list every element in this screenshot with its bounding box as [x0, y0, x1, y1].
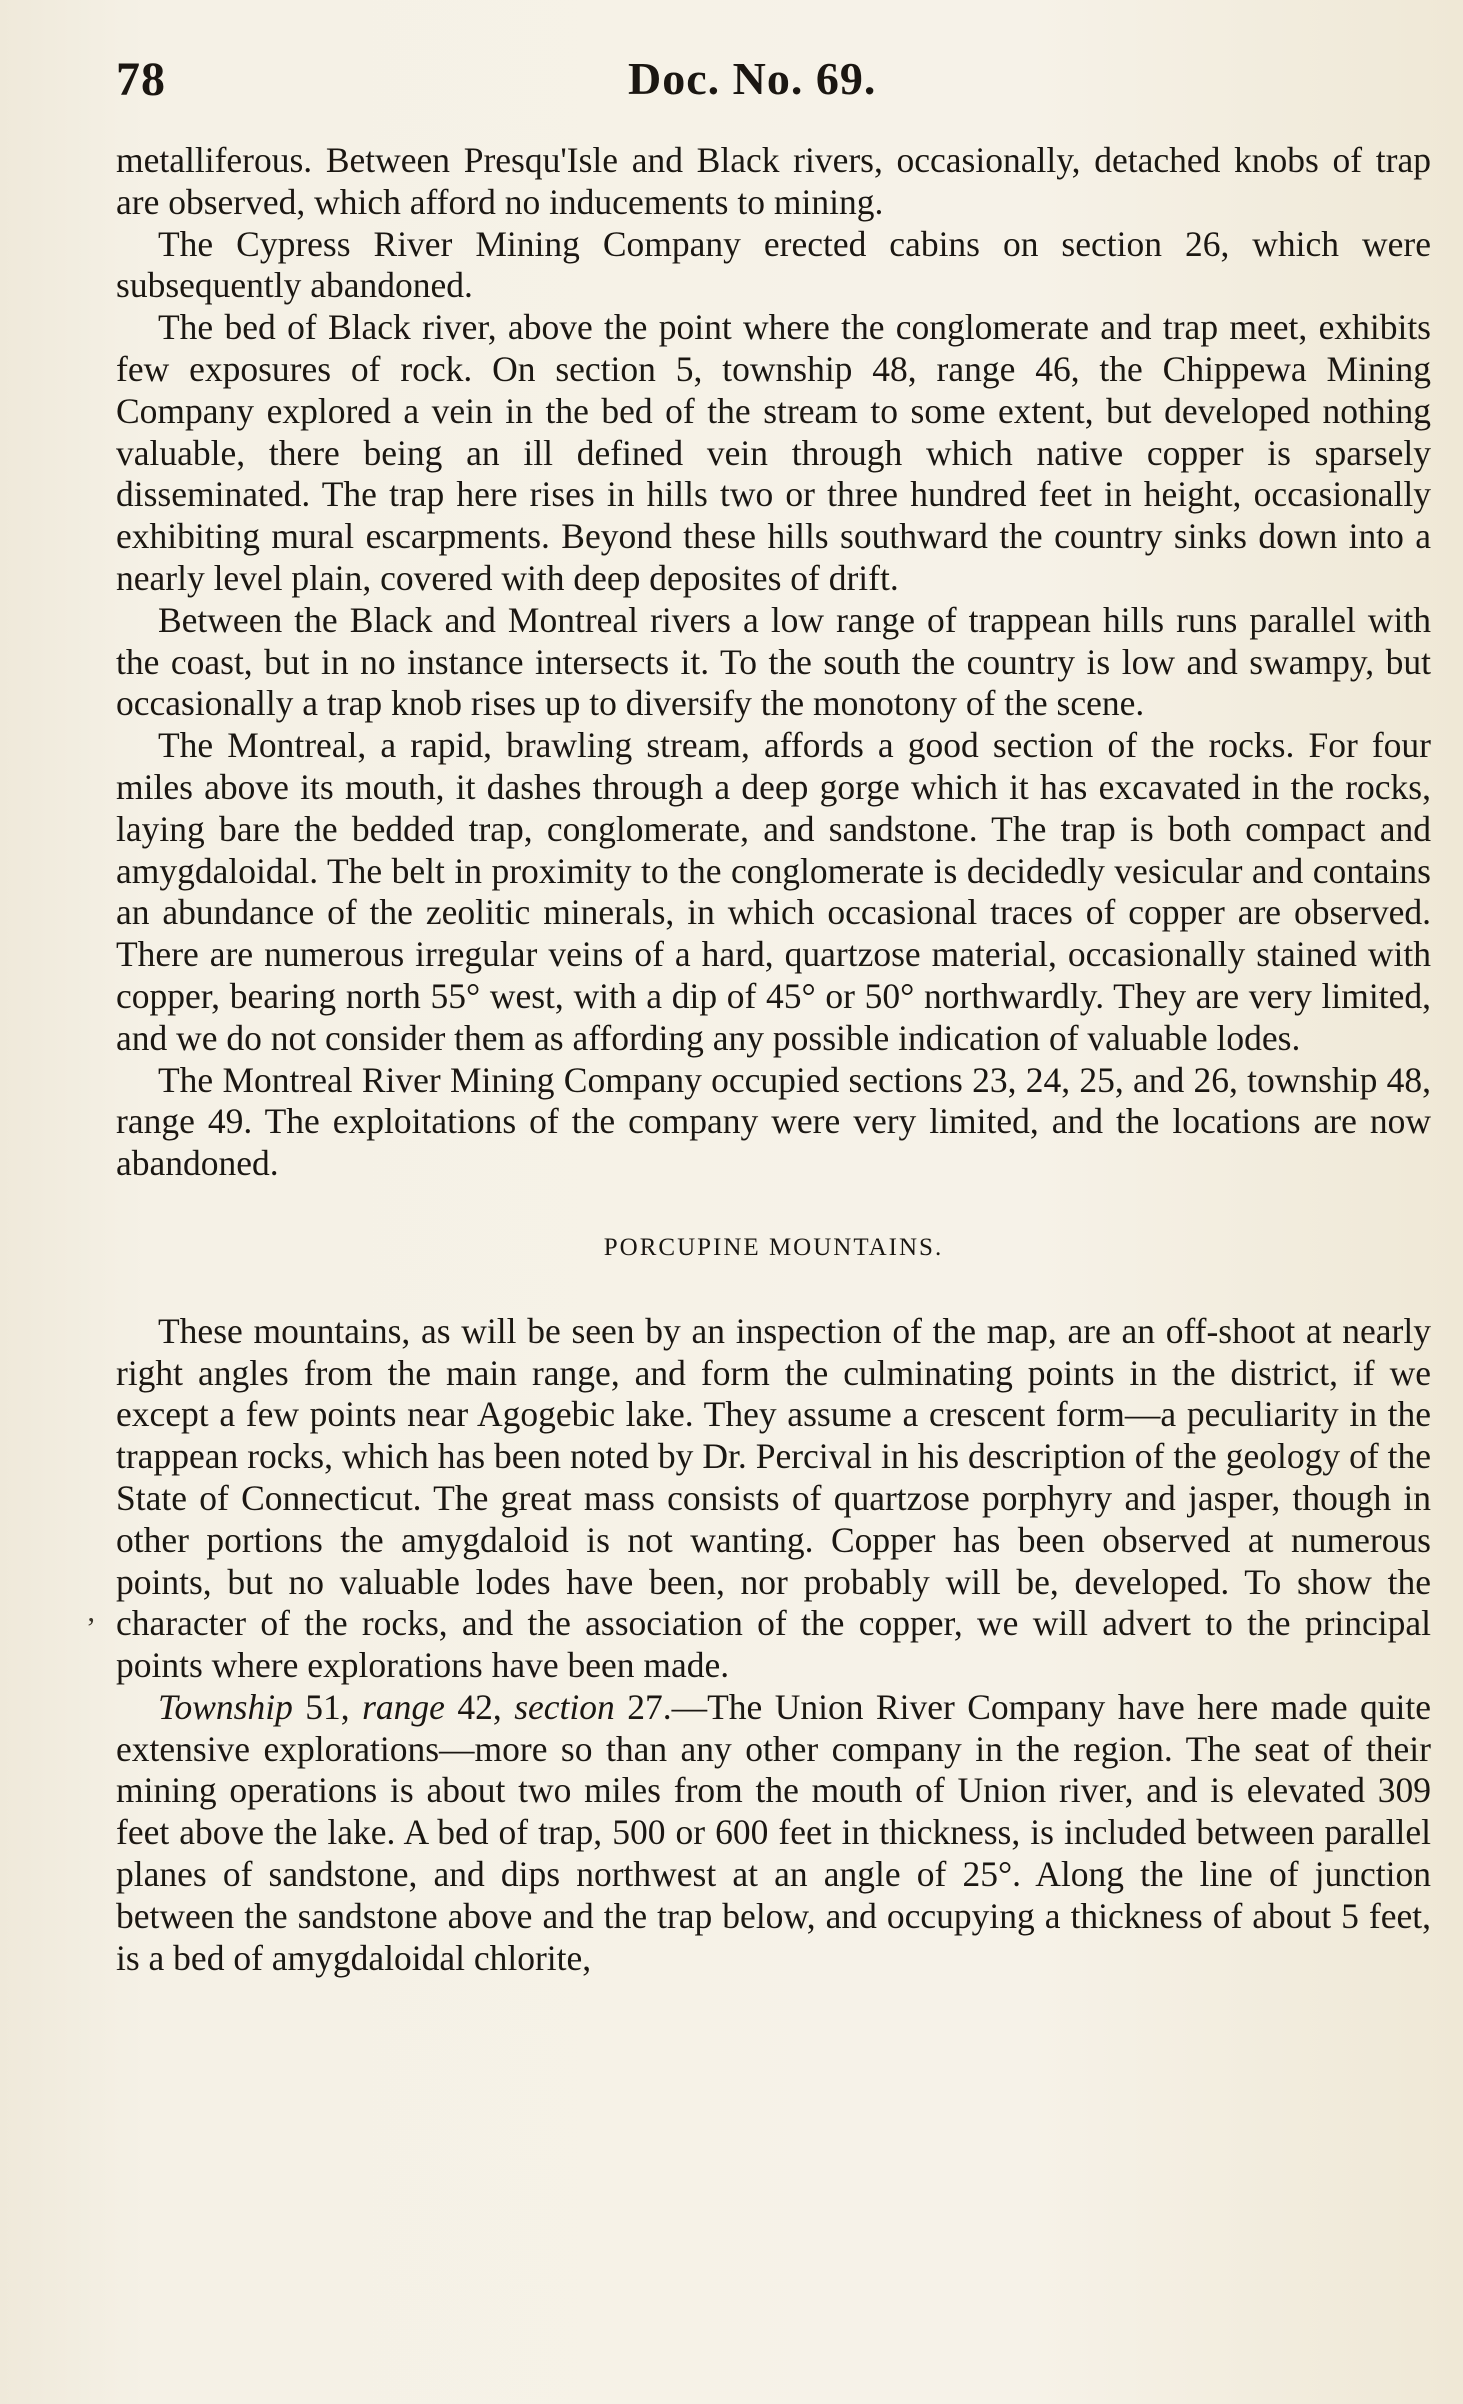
italic-text: range: [362, 1686, 445, 1727]
paragraph-text: 51,: [292, 1686, 363, 1727]
paragraph: The Montreal River Mining Company occupied sections 23, 24, 25, and 26, township 48, range 49. The exploitations of the company were very limited, and the locations are now abandoned.: [116, 1059, 1431, 1184]
page-header: [116, 52, 1346, 112]
document-title: Doc. No. 69.: [628, 53, 877, 104]
paragraph: The Cypress River Mining Company erected cabins on section 26, which were subsequently abandoned.: [116, 223, 1431, 306]
body-text: [116, 140, 1431, 1979]
paragraph: The bed of Black river, above the point where the conglomerate and trap meet, exhibits few exposures of rock. On section 5, township 48, range 46, the Chippewa Mining Company explored a vein in the bed of the stream to some extent, but developed nothing valuable, there being an ill defined vein through which native copper is sparsely disseminated. The trap here rises in hills two or three hundred feet in height, occasionally exhibiting mural escarpments. Beyond these hills southward the country sinks down into a nearly level plain, covered with deep deposites of drift.: [116, 307, 1431, 598]
paragraph: Between the Black and Montreal rivers a low range of trappean hills runs parallel with the coast, but in no instance intersects it. To the south the country is low and swampy, but occasionally a trap knob rises up to diversify the monotony of the scene.: [116, 599, 1431, 724]
section-heading: PORCUPINE MOUNTAINS.: [603, 1233, 944, 1261]
paragraph: The Montreal, a rapid, brawling stream, affords a good section of the rocks. For four miles above its mouth, it dashes through a deep gorge which it has excavated in the rocks, laying bare the bedded trap, conglomerate, and sandstone. The trap is both compact and amygdaloidal. The belt in proximity to the conglomerate is decidedly vesicular and contains an abundance of the zeolitic minerals, in which occasional traces of copper are observed. There are numerous irregular veins of a hard, quartzose material, occasionally stained with copper, bearing north 55° west, with a dip of 45° or 50° northwardly. They are very limited, and we do not consider them as affording any possible indication of valuable lodes.: [116, 725, 1431, 1058]
margin-mark: ʼ: [86, 1612, 96, 1645]
italic-text: section: [514, 1686, 615, 1727]
italic-text: Township: [158, 1686, 293, 1727]
page-number: 78: [116, 53, 166, 106]
paragraph: metalliferous. Between Presqu'Isle and Black rivers, occasionally, detached knobs of trap are observed, which afford no inducements to mining.: [116, 140, 1431, 222]
paragraph-text: 27.—The Union River Company have here made quite extensive explorations—more so than any other company in the region. The seat of their mining operations is about two miles from the mouth of Union river, and is elevated 309 feet above the lake. A bed of trap, 500 or 600 feet in thickness, is included between parallel planes of sandstone, and dips northwest at an angle of 25°. Along the line of junction between the sandstone above and the trap below, and occupying a thickness of about 5 feet, is a bed of amygdaloidal chlorite,: [116, 1686, 1431, 1978]
paragraph-text: 42,: [444, 1686, 515, 1727]
paragraph-township-51: [116, 1687, 1431, 1980]
paragraph: These mountains, as will be seen by an inspection of the map, are an off-shoot at nearly right angles from the main range, and form the culminating points in the district, if we except a few points near Agogebic lake. They assume a crescent form—a peculiarity in the trappean rocks, which has been noted by Dr. Percival in his description of the geology of the State of Connecticut. The great mass consists of quartzose porphyry and jasper, though in other portions the amygdaloid is not wanting. Copper has been observed at numerous points, but no valuable lodes have been, nor probably will be, developed. To show the character of the rocks, and the association of the copper, we will advert to the principal points where explorations have been made.: [116, 1310, 1431, 1686]
